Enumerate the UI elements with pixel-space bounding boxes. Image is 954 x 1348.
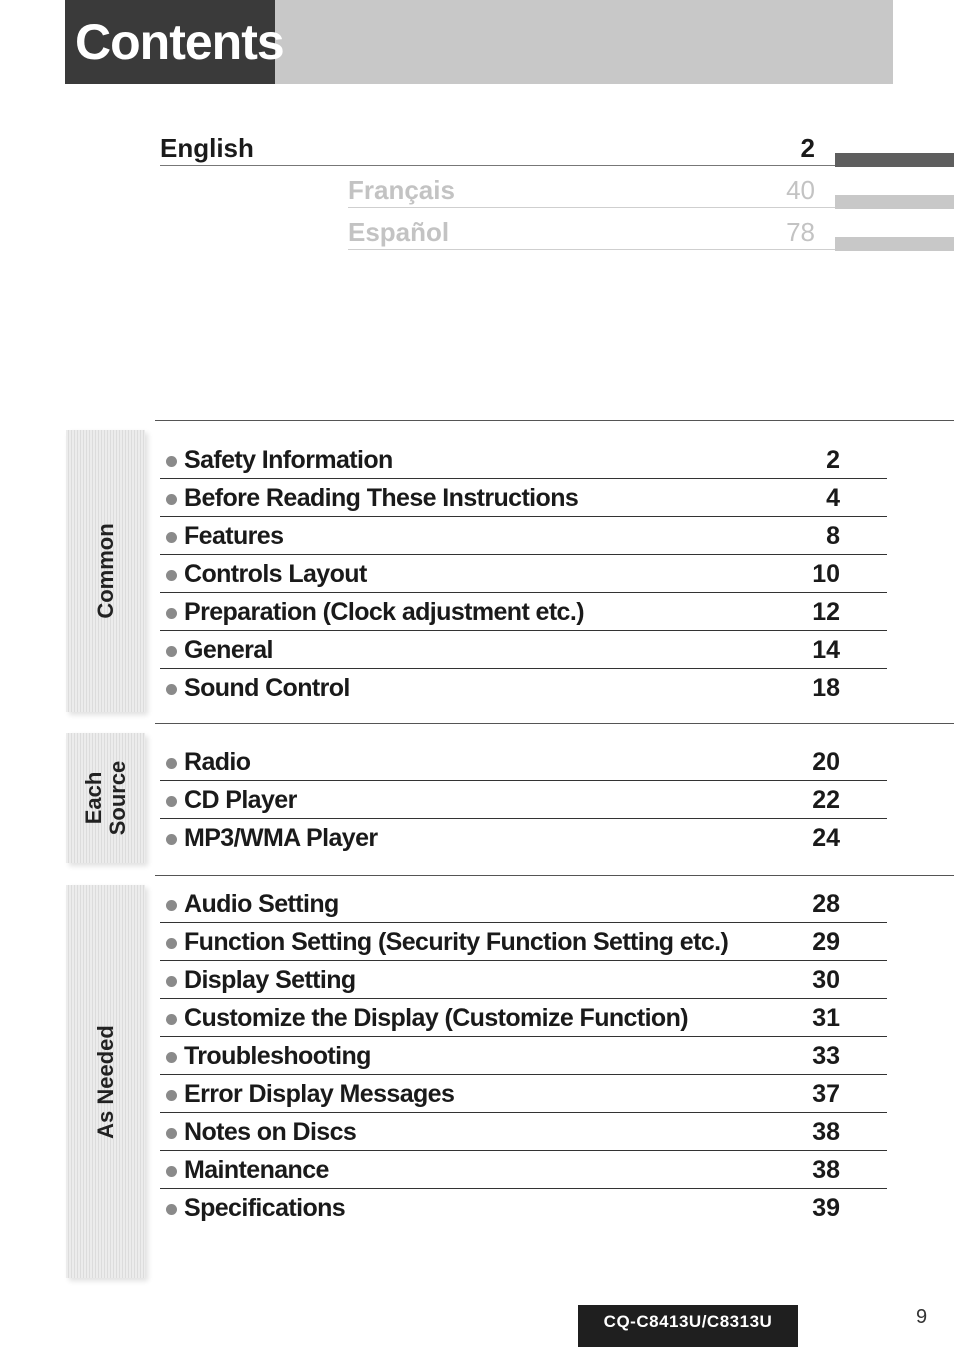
language-link-english[interactable] [160,134,835,166]
toc-entry-page: 10 [812,560,840,588]
toc-entry-title: Specifications [184,1194,346,1222]
bullet-icon [166,456,177,467]
toc-entry-title: General [184,636,273,664]
toc-entry[interactable] [160,555,887,593]
section-tab-each-source [66,733,145,863]
bullet-icon [166,1166,177,1177]
toc-entry-page: 18 [812,674,840,702]
toc-entry[interactable] [160,1037,887,1075]
toc-entry-page: 24 [812,824,840,852]
toc-entry-page: 33 [812,1042,840,1070]
toc-entry-title: Function Setting (Security Function Setting etc.) [184,928,729,956]
section-tab-common [66,430,145,712]
bullet-icon [166,1128,177,1139]
toc-entry[interactable] [160,669,887,707]
toc-entry-page: 38 [812,1156,840,1184]
toc-entry[interactable] [160,961,887,999]
divider [348,249,835,250]
toc-entry-page: 12 [812,598,840,626]
toc-entry-title: Sound Control [184,674,350,702]
bullet-icon [166,834,177,845]
toc-entry[interactable] [160,441,887,479]
toc-entry-title: Preparation (Clock adjustment etc.) [184,598,584,626]
toc-entry-page: 28 [812,890,840,918]
bullet-icon [166,532,177,543]
toc-entry-page: 4 [826,484,840,512]
toc-list-common [160,441,887,707]
section-divider [155,420,954,421]
language-tab-marker [835,153,954,167]
language-label: English [160,133,254,163]
section-tab-as-needed [66,885,145,1278]
toc-list-as-needed [160,885,887,1227]
page-number: 9 [916,1306,928,1328]
model-number-badge: CQ-C8413U/C8313U [578,1305,798,1347]
bullet-icon [166,494,177,505]
bullet-icon [166,1204,177,1215]
toc-entry[interactable] [160,923,887,961]
toc-entry[interactable] [160,517,887,555]
section-tab-label: As Needed [92,1024,118,1139]
bullet-icon [166,1014,177,1025]
toc-entry[interactable] [160,781,887,819]
section-divider [155,723,954,724]
bullet-icon [166,570,177,581]
toc-entry[interactable] [160,479,887,517]
language-label: Français [348,175,455,205]
toc-entry-page: 2 [826,446,840,474]
toc-entry-title: Audio Setting [184,890,339,918]
toc-entry-title: Controls Layout [184,560,367,588]
bullet-icon [166,608,177,619]
bullet-icon [166,1052,177,1063]
toc-entry-page: 39 [812,1194,840,1222]
divider [348,207,835,208]
toc-entry-title: MP3/WMA Player [184,824,378,852]
bullet-icon [166,796,177,807]
language-link-francais[interactable] [348,176,835,208]
toc-entry-page: 20 [812,748,840,776]
toc-entry-title: Radio [184,748,251,776]
title-bar [65,0,893,84]
toc-entry-page: 22 [812,786,840,814]
bullet-icon [166,1090,177,1101]
toc-entry-title: Safety Information [184,446,393,474]
toc-entry[interactable] [160,743,887,781]
language-page: 40 [786,175,815,205]
bullet-icon [166,900,177,911]
toc-entry-page: 37 [812,1080,840,1108]
bullet-icon [166,758,177,769]
toc-entry-page: 29 [812,928,840,956]
toc-entry-page: 38 [812,1118,840,1146]
section-tab-label: Common [92,523,118,619]
bullet-icon [166,976,177,987]
language-page: 2 [800,133,815,163]
toc-entry[interactable] [160,999,887,1037]
toc-entry-title: Features [184,522,284,550]
language-link-espanol[interactable] [348,218,835,250]
section-tab-label: Each Source [80,760,130,836]
toc-entry-page: 14 [812,636,840,664]
language-tab-marker [835,237,954,251]
bullet-icon [166,646,177,657]
toc-entry-title: CD Player [184,786,297,814]
toc-entry-title: Notes on Discs [184,1118,357,1146]
bullet-icon [166,684,177,695]
language-label: Español [348,217,450,247]
toc-entry[interactable] [160,819,887,857]
language-page: 78 [786,217,815,247]
toc-entry[interactable] [160,1151,887,1189]
toc-entry-title: Error Display Messages [184,1080,455,1108]
page-title: Contents [65,0,275,84]
toc-entry-title: Maintenance [184,1156,329,1184]
toc-entry[interactable] [160,593,887,631]
toc-entry-page: 8 [826,522,840,550]
toc-entry[interactable] [160,631,887,669]
toc-entry[interactable] [160,1189,887,1227]
toc-entry[interactable] [160,1113,887,1151]
toc-entry-page: 31 [812,1004,840,1032]
toc-entry-title: Before Reading These Instructions [184,484,579,512]
toc-entry[interactable] [160,885,887,923]
toc-entry[interactable] [160,1075,887,1113]
section-divider [155,875,954,876]
toc-entry-title: Display Setting [184,966,356,994]
toc-entry-page: 30 [812,966,840,994]
language-tab-marker [835,195,954,209]
toc-entry-title: Customize the Display (Customize Function) [184,1004,688,1032]
bullet-icon [166,938,177,949]
divider [160,165,835,166]
toc-entry-title: Troubleshooting [184,1042,371,1070]
toc-list-each-source [160,743,887,857]
